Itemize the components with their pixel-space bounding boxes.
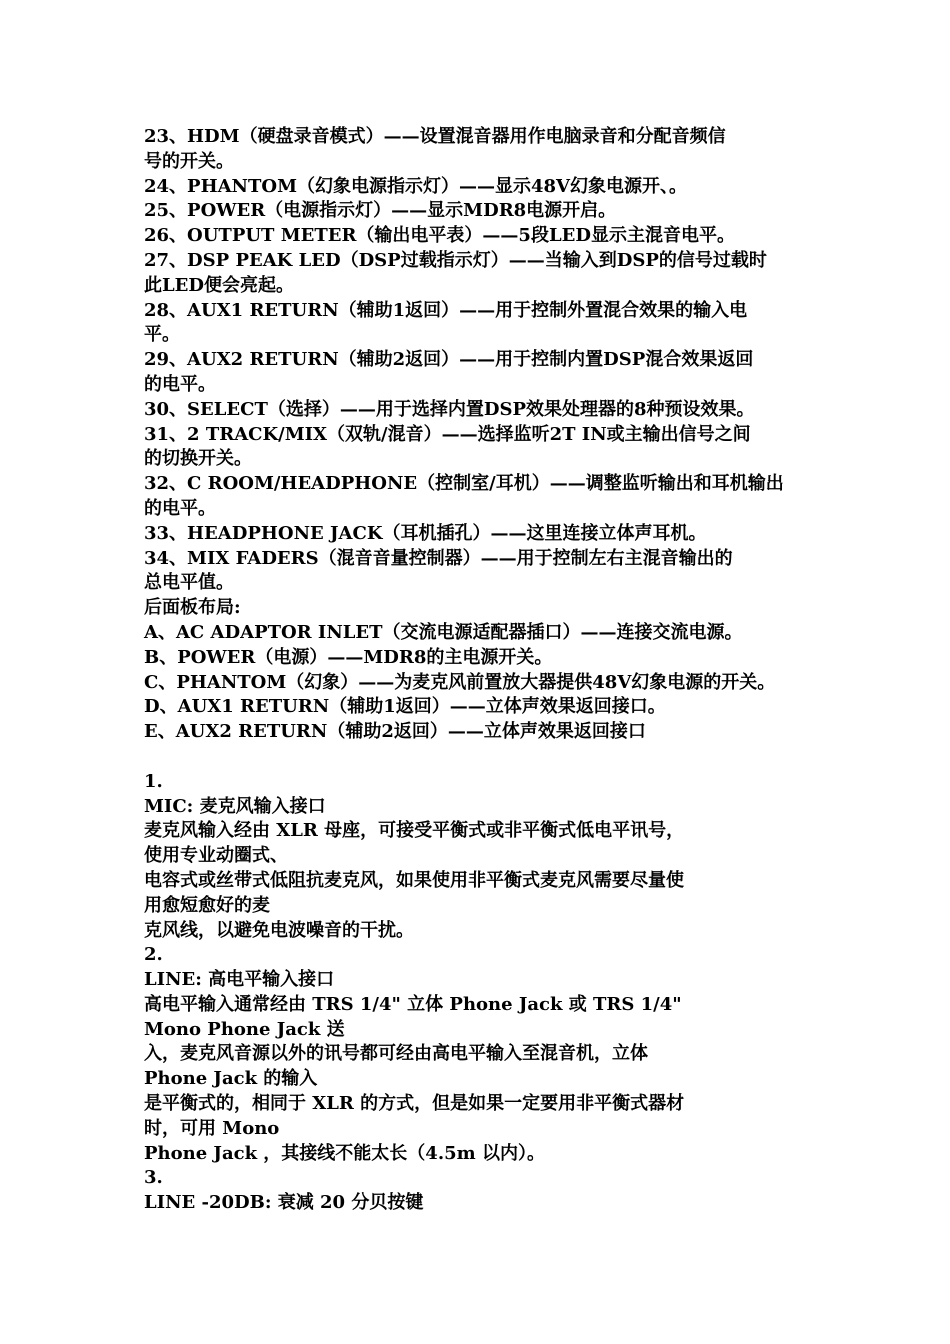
text-line: Phone Jack 的输入 — [144, 1068, 318, 1090]
text-line: 30、SELECT（选择）——用于选择内置DSP效果处理器的8种预设效果。 — [144, 398, 755, 420]
text-line: 28、AUX1 RETURN（辅助1返回）——用于控制外置混合效果的输入电 — [144, 299, 748, 321]
list-number: 3. — [144, 1167, 163, 1189]
text-line: 24、PHANTOM（幻象电源指示灯）——显示48V幻象电源开、。 — [144, 175, 688, 197]
text-line: D、AUX1 RETURN（辅助1返回）——立体声效果返回接口。 — [144, 696, 666, 718]
text-line: 总电平值。 — [144, 572, 234, 594]
text-line: 的电平。 — [144, 373, 216, 395]
text-line: 号的开关。 — [144, 150, 234, 172]
text-line: 27、DSP PEAK LED（DSP过载指示灯）——当输入到DSP的信号过载时 — [144, 249, 767, 271]
text-line: 高电平输入通常经由 TRS 1/4" 立体 Phone Jack 或 TRS 1/4" — [144, 993, 682, 1015]
item-heading: LINE: 高电平输入接口 — [144, 969, 335, 991]
text-line: 23、HDM（硬盘录音模式）——设置混音器用作电脑录音和分配音频信 — [144, 126, 726, 147]
text-line: 克风线，以避免电波噪音的干扰。 — [144, 919, 414, 941]
text-line: 时，可用 Mono — [144, 1117, 280, 1139]
text-line: 34、MIX FADERS（混音音量控制器）——用于控制左右主混音输出的 — [144, 547, 733, 569]
text-line: Mono Phone Jack 送 — [144, 1018, 345, 1040]
item-heading: MIC: 麦克风输入接口 — [144, 795, 326, 817]
text-line: 麦克风输入经由 XLR 母座，可接受平衡式或非平衡式低电平讯号， — [144, 820, 685, 842]
text-line: 用愈短愈好的麦 — [144, 894, 270, 916]
text-line: Phone Jack ，其接线不能太长（4.5m 以内）。 — [144, 1142, 545, 1164]
text-line: 此LED便会亮起。 — [144, 274, 294, 296]
text-line: 电容式或丝带式低阻抗麦克风，如果使用非平衡式麦克风需要尽量使 — [144, 869, 684, 891]
section-heading: 后面板布局: — [144, 597, 241, 619]
text-line: 25、POWER（电源指示灯）——显示MDR8电源开启。 — [144, 200, 617, 222]
text-line: E、AUX2 RETURN（辅助2返回）——立体声效果返回接口 — [144, 721, 646, 743]
text-line: 平。 — [144, 324, 180, 346]
blank-line — [144, 745, 824, 770]
text-line: 的电平。 — [144, 497, 216, 519]
text-line: 是平衡式的，相同于 XLR 的方式，但是如果一定要用非平衡式器材 — [144, 1093, 685, 1115]
text-line: B、POWER（电源）——MDR8的主电源开关。 — [144, 646, 553, 668]
text-line: 使用专业动圈式、 — [144, 845, 288, 867]
list-number: 1. — [144, 770, 163, 792]
text-line: 31、2 TRACK/MIX（双轨/混音）——选择监听2T IN或主输出信号之间 — [144, 423, 751, 445]
text-line: 32、C ROOM/HEADPHONE（控制室/耳机）——调整监听输出和耳机输出 — [144, 473, 784, 495]
text-line: C、PHANTOM（幻象）——为麦克风前置放大器提供48V幻象电源的开关。 — [144, 671, 776, 693]
text-line: 入，麦克风音源以外的讯号都可经由高电平输入至混音机，立体 — [144, 1043, 648, 1065]
text-line: 的切换开关。 — [144, 448, 252, 470]
item-heading: LINE -20DB: 衰减 20 分贝按键 — [144, 1192, 424, 1214]
document-body — [144, 125, 824, 1216]
text-line: A、AC ADAPTOR INLET（交流电源适配器插口）——连接交流电源。 — [144, 621, 743, 643]
text-line: 26、OUTPUT METER（输出电平表）——5段LED显示主混音电平。 — [144, 225, 735, 247]
text-line: 29、AUX2 RETURN（辅助2返回）——用于控制内置DSP混合效果返回 — [144, 349, 754, 371]
list-number: 2. — [144, 944, 163, 966]
text-line: 33、HEADPHONE JACK（耳机插孔）——这里连接立体声耳机。 — [144, 522, 707, 544]
